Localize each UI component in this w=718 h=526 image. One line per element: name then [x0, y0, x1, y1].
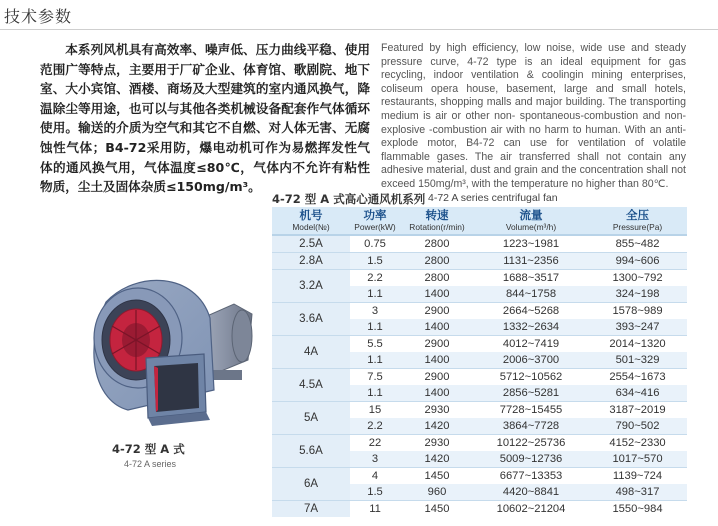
pressure-cell: 1578~989 [588, 303, 687, 320]
pressure-cell: 324~198 [588, 286, 687, 303]
pressure-cell: 2014~1320 [588, 336, 687, 353]
rotation-cell: 960 [400, 484, 474, 501]
power-cell: 1.1 [350, 385, 400, 402]
pressure-cell: 4152~2330 [588, 435, 687, 452]
power-cell: 1.1 [350, 352, 400, 369]
pressure-cell: 3187~2019 [588, 402, 687, 419]
pressure-cell: 2554~1673 [588, 369, 687, 386]
model-cell: 6A [272, 468, 350, 501]
rotation-cell: 1400 [400, 286, 474, 303]
model-cell: 2.5A [272, 235, 350, 253]
rotation-cell: 1420 [400, 451, 474, 468]
spec-table [272, 207, 687, 517]
volume-cell: 1131~2356 [474, 253, 588, 270]
volume-cell: 4420~8841 [474, 484, 588, 501]
volume-cell: 4012~7419 [474, 336, 588, 353]
volume-cell: 1688~3517 [474, 270, 588, 287]
power-cell: 2.2 [350, 270, 400, 287]
model-cell: 2.8A [272, 253, 350, 270]
rotation-cell: 2900 [400, 369, 474, 386]
volume-cell: 2664~5268 [474, 303, 588, 320]
table-row [272, 253, 687, 270]
table-row [272, 235, 687, 253]
spec-table-header [272, 207, 687, 235]
power-cell: 0.75 [350, 235, 400, 253]
pressure-cell: 790~502 [588, 418, 687, 435]
column-header-power: 功率 Power(kW) [350, 207, 400, 235]
model-cell: 5.6A [272, 435, 350, 468]
model-cell: 4A [272, 336, 350, 369]
table-row [272, 369, 687, 386]
rotation-cell: 1400 [400, 319, 474, 336]
column-header-rotation: 转速 Rotation(r/min) [400, 207, 474, 235]
description-chinese [40, 40, 370, 197]
model-cell: 5A [272, 402, 350, 435]
table-caption-english: 4-72 A series centrifugal fan [428, 192, 558, 204]
table-caption [272, 191, 692, 207]
pressure-cell: 1139~724 [588, 468, 687, 485]
volume-cell: 10122~25736 [474, 435, 588, 452]
table-row [272, 402, 687, 419]
power-cell: 11 [350, 501, 400, 518]
volume-cell: 7728~15455 [474, 402, 588, 419]
pressure-cell: 855~482 [588, 235, 687, 253]
rotation-cell: 2930 [400, 435, 474, 452]
table-row [272, 468, 687, 485]
section-title: 技术参数 [4, 7, 73, 26]
table-row [272, 435, 687, 452]
pressure-cell: 501~329 [588, 352, 687, 369]
power-cell: 7.5 [350, 369, 400, 386]
fan-model-name: 4-72 型 A 式 [112, 442, 185, 456]
pressure-cell: 634~416 [588, 385, 687, 402]
table-row [272, 501, 687, 518]
volume-cell: 5009~12736 [474, 451, 588, 468]
pressure-cell: 393~247 [588, 319, 687, 336]
column-header-model: 机号 Model(№) [272, 207, 350, 235]
rotation-cell: 2800 [400, 235, 474, 253]
power-cell: 1.5 [350, 484, 400, 501]
power-cell: 4 [350, 468, 400, 485]
table-caption-chinese: 4-72 型 A 式高心通风机系列 [272, 192, 426, 206]
pressure-cell: 994~606 [588, 253, 687, 270]
rotation-cell: 2900 [400, 303, 474, 320]
fan-model-name-english: 4-72 A series [124, 459, 177, 469]
volume-cell: 844~1758 [474, 286, 588, 303]
power-cell: 22 [350, 435, 400, 452]
volume-cell: 2006~3700 [474, 352, 588, 369]
volume-cell: 2856~5281 [474, 385, 588, 402]
rotation-cell: 2800 [400, 253, 474, 270]
volume-cell: 5712~10562 [474, 369, 588, 386]
column-header-pressure: 全压 Pressure(Pa) [588, 207, 687, 235]
power-cell: 1.5 [350, 253, 400, 270]
description-chinese-paragraph: 本系列风机具有高效率、噪声低、压力曲线平稳、使用范围广等特点，主要用于厂矿企业、体育馆、歌剧院、地下室、大小宾馆、酒楼、商场及大型建筑的室内通风换气，降温除尘等用途，也可以与其他各类机械设备配套作气体循环使用。输送的介质为空气和其它不自燃、对人体无害、无腐蚀性气体；B4-72采用防，爆电动机可作为易燃挥发性气体的通风换气用，气体温度≤80℃，气体内不允许有粘性物质，尘土及固体杂质≤150mg/m³。 [40, 42, 370, 195]
model-cell: 3.2A [272, 270, 350, 303]
rotation-cell: 2800 [400, 270, 474, 287]
rotation-cell: 1400 [400, 352, 474, 369]
table-row [272, 336, 687, 353]
spec-table-body [272, 235, 687, 517]
table-row [272, 303, 687, 320]
column-header-volume: 流量 Volume(m³/h) [474, 207, 588, 235]
section-header [0, 0, 718, 30]
power-cell: 1.1 [350, 286, 400, 303]
pressure-cell: 1017~570 [588, 451, 687, 468]
rotation-cell: 2900 [400, 336, 474, 353]
centrifugal-fan-icon [76, 262, 266, 432]
power-cell: 3 [350, 303, 400, 320]
volume-cell: 1332~2634 [474, 319, 588, 336]
rotation-cell: 1450 [400, 501, 474, 518]
power-cell: 2.2 [350, 418, 400, 435]
table-row [272, 270, 687, 287]
pressure-cell: 1300~792 [588, 270, 687, 287]
rotation-cell: 2930 [400, 402, 474, 419]
pressure-cell: 1550~984 [588, 501, 687, 518]
fan-image [76, 262, 266, 432]
power-cell: 15 [350, 402, 400, 419]
model-cell: 7A [272, 501, 350, 518]
power-cell: 1.1 [350, 319, 400, 336]
volume-cell: 6677~13353 [474, 468, 588, 485]
power-cell: 5.5 [350, 336, 400, 353]
model-cell: 3.6A [272, 303, 350, 336]
rotation-cell: 1400 [400, 385, 474, 402]
volume-cell: 3864~7728 [474, 418, 588, 435]
volume-cell: 1223~1981 [474, 235, 588, 253]
model-cell: 4.5A [272, 369, 350, 402]
rotation-cell: 1420 [400, 418, 474, 435]
power-cell: 3 [350, 451, 400, 468]
description-english: Featured by high efficiency, low noise, wide use and steady pressure curve, 4-72 type is an ideal equipment for gas recycling, indoor ventilation & coolingin mining enterprises, coliseum opera house, basement, large and small hotels, restaurants, shopping malls and major building. The transporting medium is air or other non- spontaneous-combustion and non- explosive -combustion air with no harm to human. With an anti-explode motor, B4-72 can use for ventilation of volatile flammable gases. The air transferred shall not contain any adhesive material, dust and grain and the concentration shall not exceed 150mg/m³, with the temperature no higher than 80℃. [381, 42, 686, 190]
volume-cell: 10602~21204 [474, 501, 588, 518]
pressure-cell: 498~317 [588, 484, 687, 501]
rotation-cell: 1450 [400, 468, 474, 485]
